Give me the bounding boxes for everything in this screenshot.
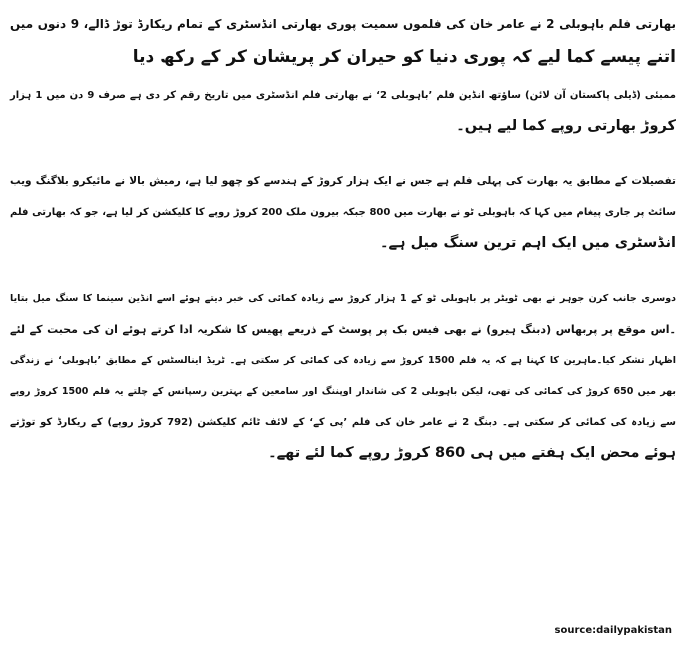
headline <box>10 8 676 74</box>
headline-line: اتنے پیسے کما لیے کہ پوری دنیا کو حیران کر پریشان کر کے رکھ دیا <box>132 47 676 67</box>
paragraph-intro <box>10 80 676 142</box>
spacer <box>10 142 676 166</box>
spacer <box>10 259 676 283</box>
paragraph-line: کروڑ بھارتی روپے کما لیے ہیں۔ <box>456 118 676 134</box>
paragraph-details <box>10 166 676 259</box>
source-credit: source:dailypakistan <box>554 625 672 636</box>
paragraph-line: ۔اس موقع پر پربھاس (دبنگ ہیرو) نے بھی فیس بک پر پوسٹ کے ذریعے پھیس کا شکریہ ادا کرتے ہوئے ان کی محبت کے لئے <box>10 323 676 336</box>
paragraph-line: ممبئی (ڈیلی پاکستان آن لائن) ساؤتھ انڈین فلم ’باہوبلی 2‘ نے بھارتی فلم انڈسٹری میں تاریخ رقم کر دی ہے صرف 9 دن میں 1 ہزار <box>10 90 676 101</box>
paragraph-reactions <box>10 283 676 469</box>
paragraph-line: اظہار تشکر کیا۔ماہرین کا کہنا ہے کہ یہ فلم 1500 کروڑ سے زیادہ کی کمائی کر سکتی ہے۔ ٹریڈ اینالسٹس کے مطابق ’باہوبلی‘ نے زندگی <box>10 355 676 366</box>
paragraph-line: سائٹ پر جاری پیغام میں کہا کہ باہوبلی ٹو نے بھارت میں 800 جبکہ بیرون ملک 200 کروڑ روپے کا کلیکشن کر لیا ہے، جو کہ بھارتی فلم <box>10 207 676 218</box>
paragraph-line: دوسری جانب کرن جوہر نے بھی ٹویٹر پر باہوبلی ٹو کے 1 ہزار کروڑ سے زیادہ کمائی کی خبر دیتے ہوئے اسے انڈین سینما کا سنگ میل بتایا <box>10 293 677 304</box>
paragraph-line: ہوئے محض ایک ہفتے میں ہی 860 کروڑ روپے کما لئے تھے۔ <box>268 445 676 461</box>
headline-line: بھارتی فلم باہوبلی 2 نے عامر خان کی فلموں سمیت پوری بھارتی انڈسٹری کے تمام ریکارڈ توڑ ڈالے، 9 دنوں میں <box>10 17 676 31</box>
paragraph-line: بھر میں 650 کروڑ کی کمائی کی تھی، لیکن باہوبلی 2 کی شاندار اوپننگ اور سامعین کے بہترین رسپانس کے چلتے یہ فلم 1500 کروڑ روپے <box>10 386 676 397</box>
paragraph-line: سے زیادہ کی کمائی کر سکتی ہے۔ دبنگ 2 نے عامر خان کی فلم ’پی کے‘ کے لائف ٹائم کلیکشن (792 کروڑ روپے) کے ریکارڈ کو توڑتے <box>10 417 676 428</box>
paragraph-line: انڈسٹری میں ایک اہم ترین سنگ میل ہے۔ <box>380 235 676 251</box>
paragraph-line: تفصیلات کے مطابق یہ بھارت کی پہلی فلم ہے جس نے ایک ہزار کروڑ کے ہندسے کو چھو لیا ہے، رمیش بالا نے مائیکرو بلاگنگ ویب <box>10 175 676 187</box>
